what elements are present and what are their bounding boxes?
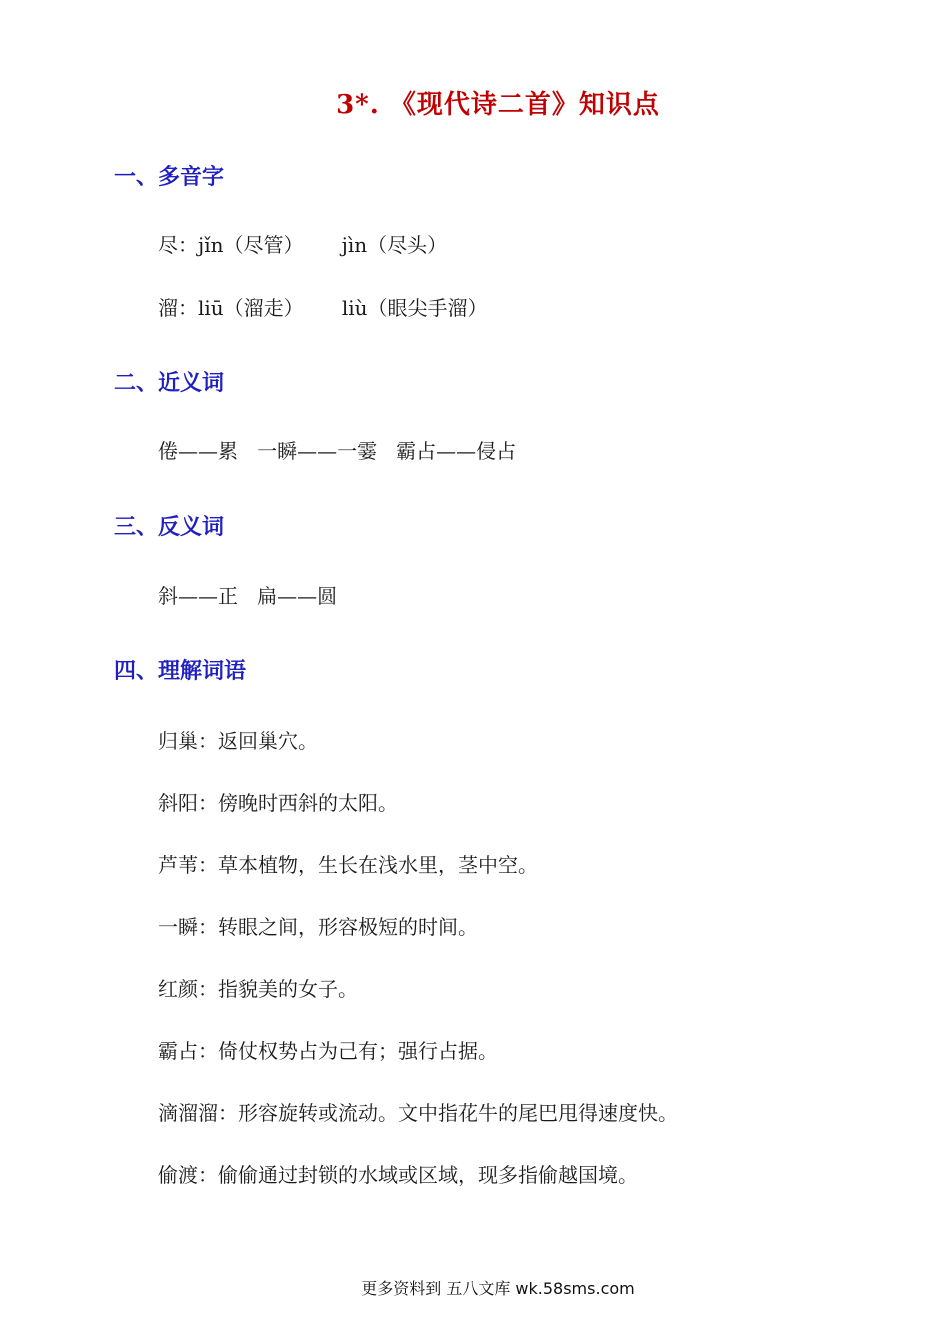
polyphonic-line-liu: 溜：liū（溜走） liù（眼尖手溜） <box>158 296 488 320</box>
vocab-item-diliuliu: 滴溜溜：形容旋转或流动。文中指花牛的尾巴甩得速度快。 <box>158 1101 678 1125</box>
vocab-item-bazhan: 霸占：倚仗权势占为己有；强行占据。 <box>158 1039 498 1063</box>
section-heading-polyphonic: 一、多音字 <box>114 165 225 190</box>
synonyms-line: 倦——累 一瞬——一霎 霸占——侵占 <box>158 439 517 463</box>
vocab-item-hongyan: 红颜：指貌美的女子。 <box>158 977 358 1001</box>
antonyms-line: 斜——正 扁——圆 <box>158 584 338 608</box>
footer-source-link[interactable]: 更多资料到 五八文库 wk.58sms.com <box>361 1279 635 1298</box>
polyphonic-line-jin: 尽：jǐn（尽管） jìn（尽头） <box>158 233 448 257</box>
section-heading-synonyms: 二、近义词 <box>114 371 225 396</box>
section-heading-vocabulary: 四、理解词语 <box>114 659 247 684</box>
vocab-item-guichao: 归巢：返回巢穴。 <box>158 729 318 753</box>
section-heading-antonyms: 三、反义词 <box>114 515 225 540</box>
vocab-item-luwei: 芦苇：草本植物，生长在浅水里，茎中空。 <box>158 853 538 877</box>
vocab-item-toudu: 偷渡：偷偷通过封锁的水域或区域，现多指偷越国境。 <box>158 1163 638 1187</box>
page-title: 3*. 《现代诗二首》知识点 <box>336 90 660 120</box>
vocab-item-yishun: 一瞬：转眼之间，形容极短的时间。 <box>158 915 478 939</box>
vocab-item-xieyang: 斜阳：傍晚时西斜的太阳。 <box>158 791 398 815</box>
